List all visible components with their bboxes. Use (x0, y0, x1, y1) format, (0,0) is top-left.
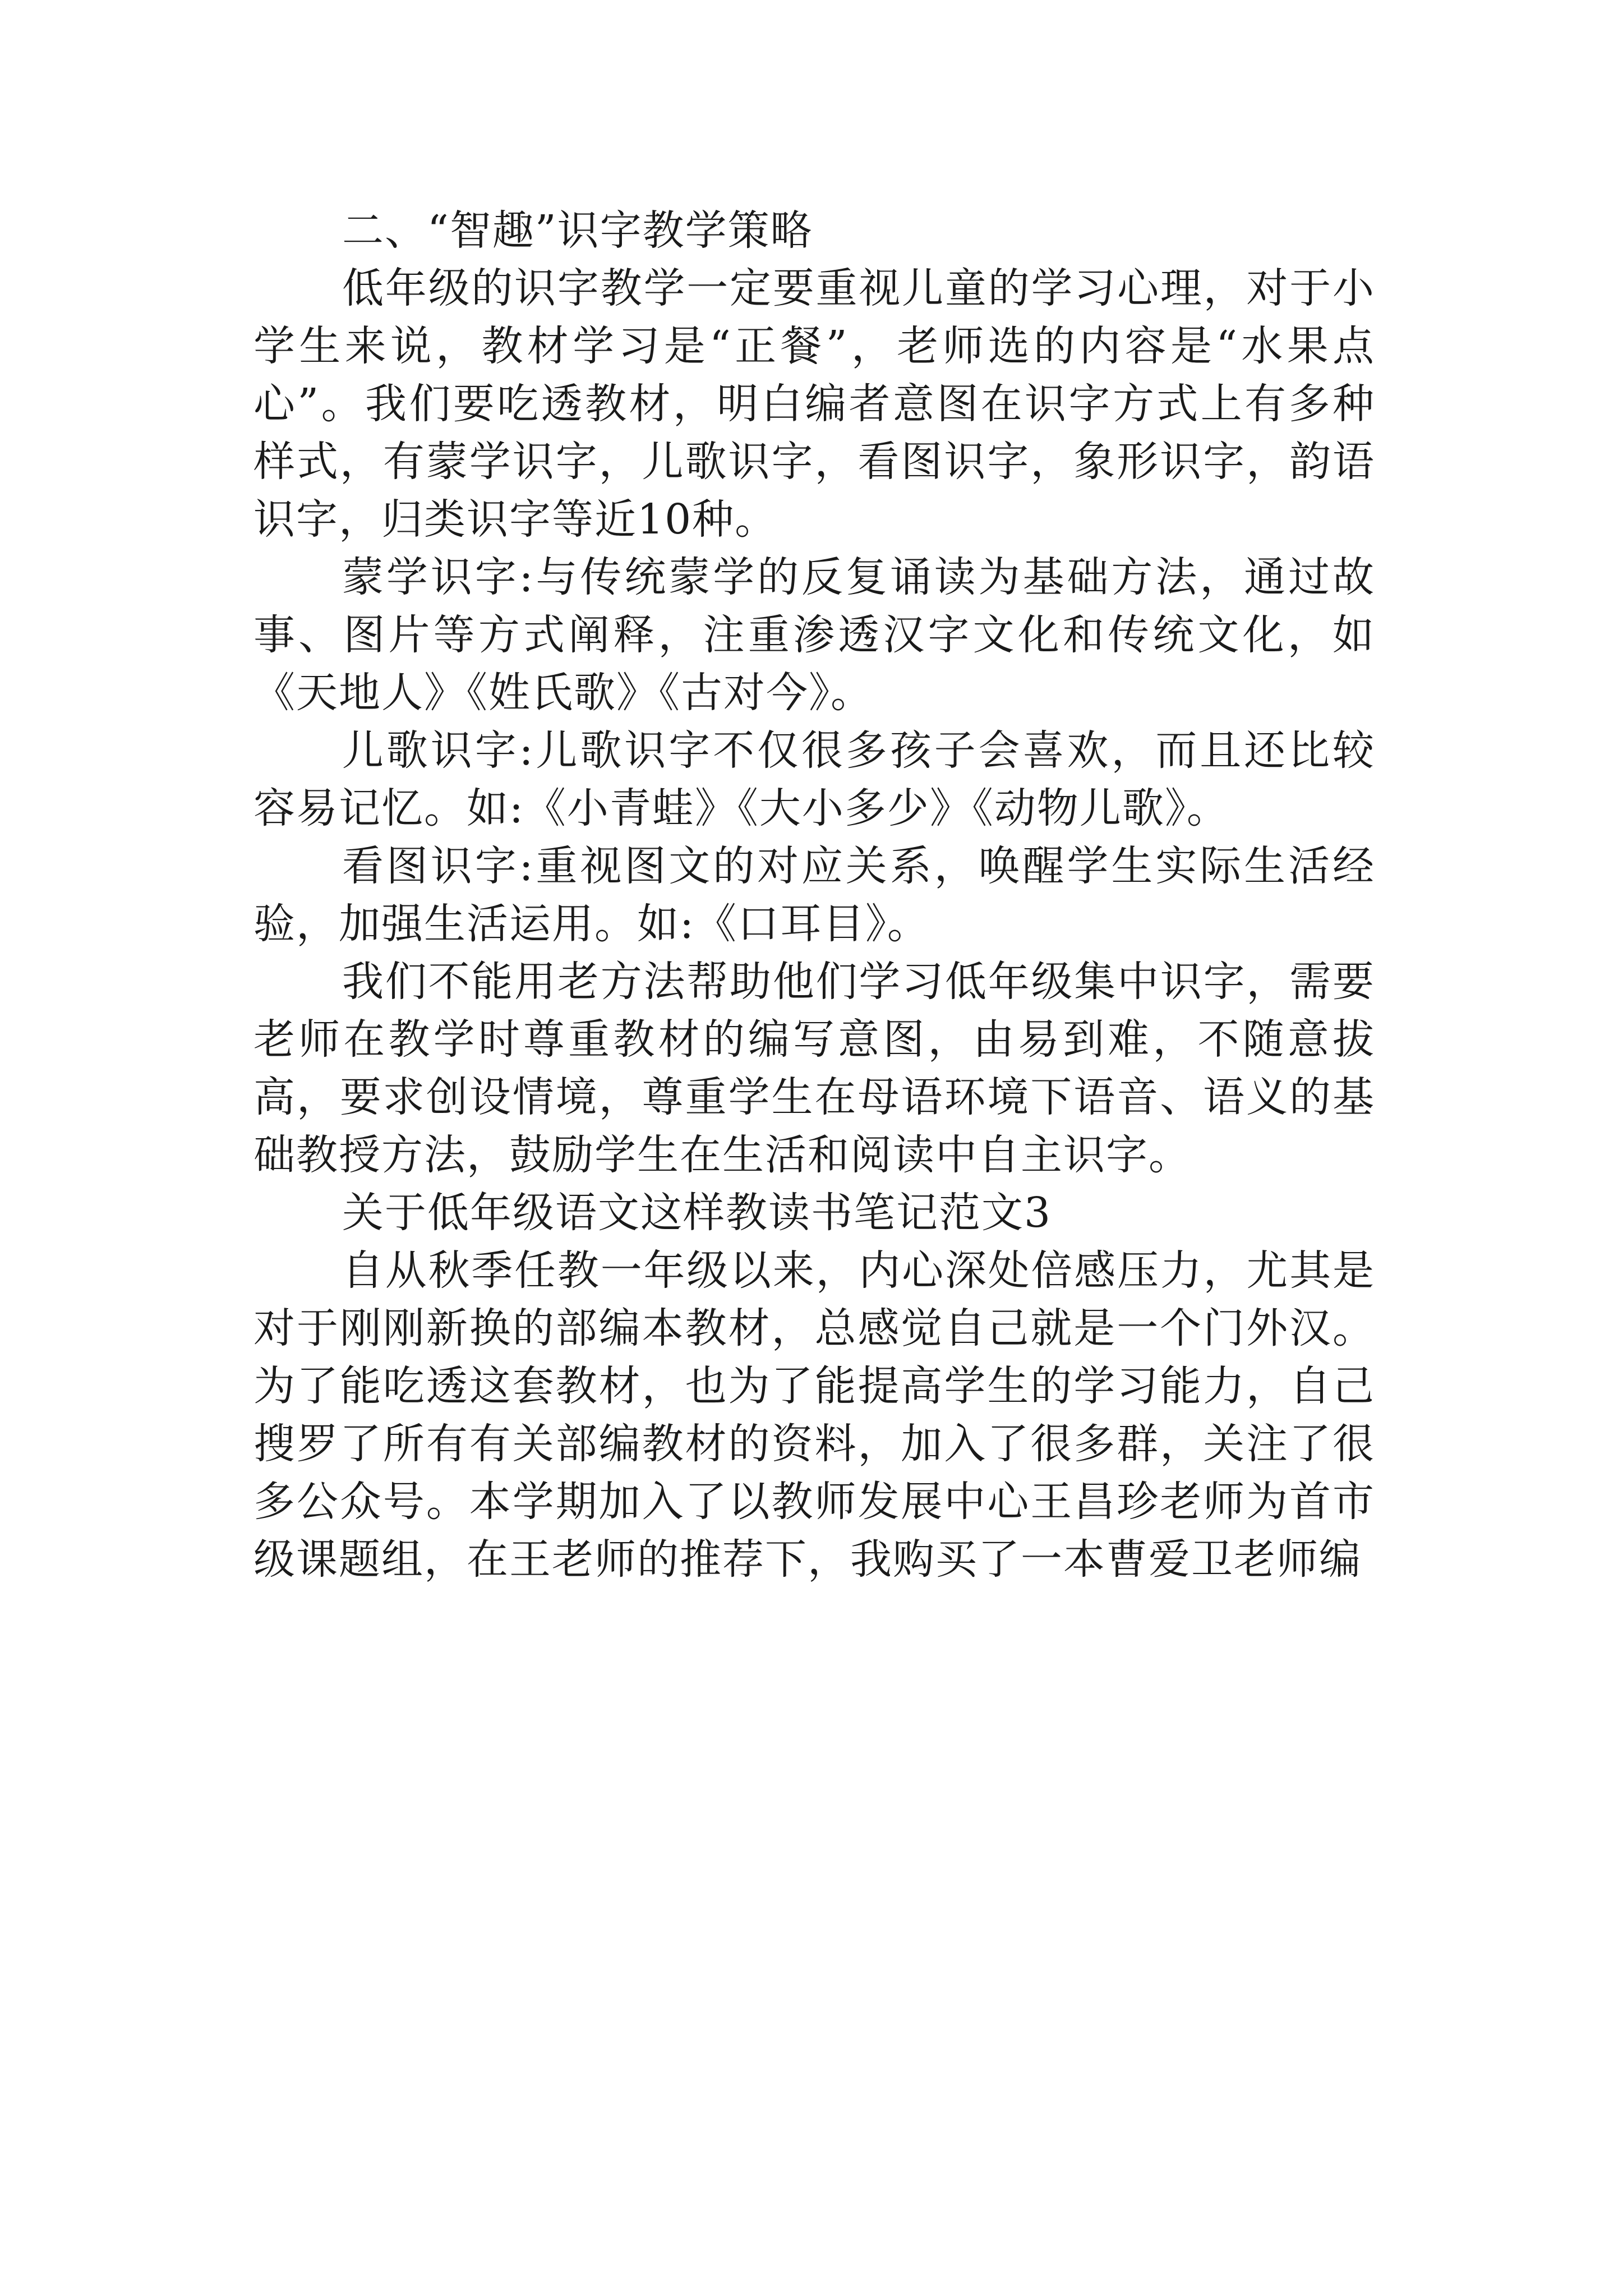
body-paragraph: 自从秋季任教一年级以来，内心深处倍感压力，尤其是对于刚刚新换的部编本教材，总感觉自己就是一个门外汉。为了能吃透这套教材，也为了能提高学生的学习能力，自己搜罗了所有有关部编教材的资料，加入了很多群，关注了很多公众号。本学期加入了以教师发展中心王昌珍老师为首市级课题组，在王老师的推荐下，我购买了一本曹爱卫老师编 (253, 1246, 1375, 1584)
body-paragraph: 儿歌识字:儿歌识字不仅很多孩子会喜欢，而且还比较容易记忆。如:《小青蛙》《大小多少》《动物儿歌》。 (253, 726, 1375, 832)
body-paragraph: 我们不能用老方法帮助他们学习低年级集中识字，需要老师在教学时尊重教材的编写意图，由易到难，不随意拔高，要求创设情境，尊重学生在母语环境下语音、语义的基础教授方法，鼓励学生在生活和阅读中自主识字。 (253, 958, 1375, 1179)
document-body (253, 202, 1375, 1589)
body-paragraph: 蒙学识字:与传统蒙学的反复诵读为基础方法，通过故事、图片等方式阐释，注重渗透汉字文化和传统文化，如《天地人》《姓氏歌》《古对今》。 (253, 553, 1375, 717)
article-title: 关于低年级语文这样教读书笔记范文3 (342, 1189, 1052, 1237)
section-heading: 二、“智趣”识字教学策略 (342, 206, 813, 255)
body-paragraph: 看图识字:重视图文的对应关系，唤醒学生实际生活经验，加强生活运用。如:《口耳目》。 (253, 842, 1375, 948)
body-paragraph: 低年级的识字教学一定要重视儿童的学习心理，对于小学生来说，教材学习是“正餐”，老师选的内容是“水果点心”。我们要吃透教材，明白编者意图在识字方式上有多种样式，有蒙学识字，儿歌识字，看图识字，象形识字，韵语识字，归类识字等近10种。 (253, 264, 1375, 544)
